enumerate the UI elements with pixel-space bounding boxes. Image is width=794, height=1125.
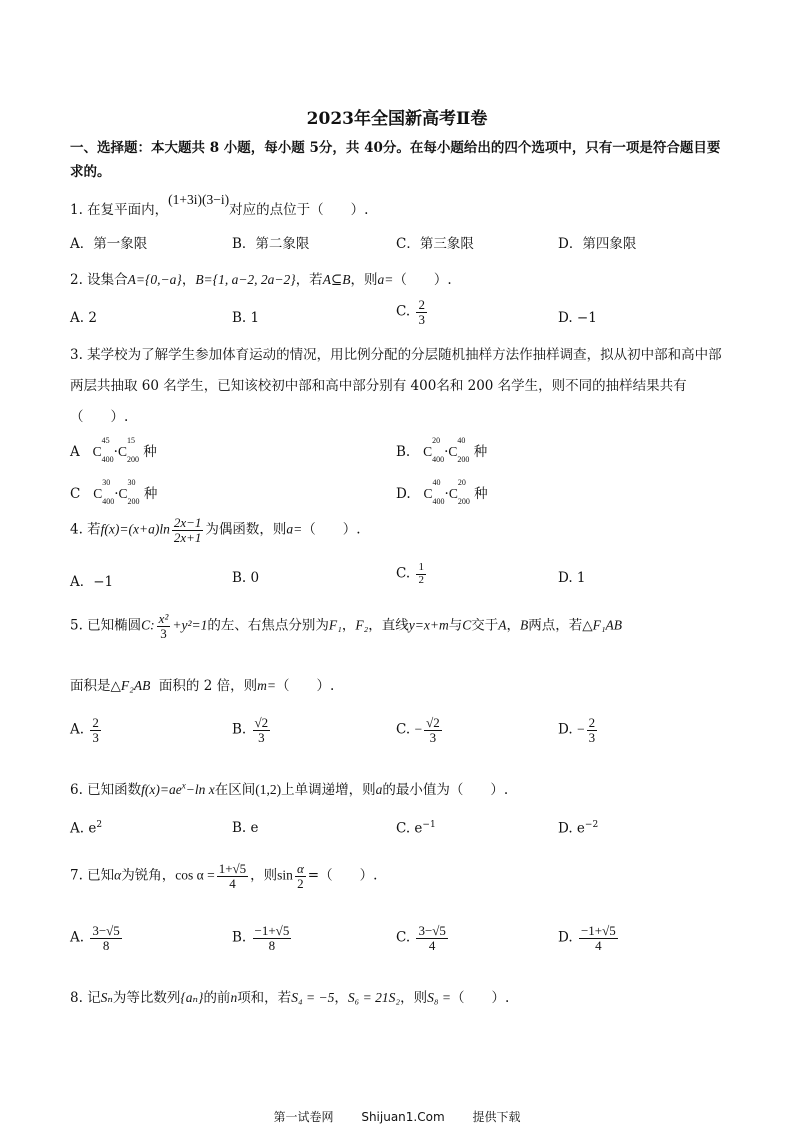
question-7: 7. 已知α为锐角，cos α = $\frac{1+√5}{4}$ ，则sin $\frac{\alpha}{2}$ =（ ）. xyxy=(70,861,378,891)
fraction: $\frac{1+√5}{4}$ xyxy=(218,861,247,891)
q1-option-a[interactable]: A．第一象限 xyxy=(70,236,148,252)
q2-option-b[interactable]: B. 1 xyxy=(232,310,260,326)
q6-option-a[interactable]: A. $e^2$ xyxy=(70,820,103,837)
q5-option-d[interactable]: D. − $\frac{2}{3}$ xyxy=(558,715,596,745)
q7-option-a[interactable]: A. $\frac{3-√5}{8}$ xyxy=(70,923,120,953)
fraction: $\frac{2x-1}{2x+1}$ xyxy=(173,515,202,545)
question-1: 1. 在复平面内，(1+3i)(3−i)对应的点位于（ ）. xyxy=(70,192,369,218)
q2-option-d[interactable]: D. −1 xyxy=(558,310,597,326)
fraction: $\frac{\text{x²}}{3}$ xyxy=(158,611,169,641)
footer-site-url[interactable]: Shijuan1.Com xyxy=(361,1110,445,1124)
q3-option-a[interactable]: A C 45 $_{400}$·C 15 $_{200}$ 种 xyxy=(70,435,157,464)
section-heading: 一、选择题：本大题共 8 小题，每小题 5分，共 40分。在每小题给出的四个选项中，只有一项是符合题目要求的。 xyxy=(70,140,721,180)
question-5-line2: 面积是△F₂AB 面积的 2 倍，则m=（ ）. xyxy=(70,678,335,694)
q3-option-c[interactable]: C C 30 $_{400}$·C 30 $_{200}$ 种 xyxy=(70,477,158,506)
q2-option-a[interactable]: A. 2 xyxy=(70,310,97,326)
q4-option-b[interactable]: B. 0 xyxy=(232,570,260,586)
fraction: $\frac{2}{3}$ xyxy=(418,297,425,327)
question-5: 5. 已知椭圆C: $\frac{\text{x²}}{3}$ +y²=1的左、右焦点分别为F₁，F₂，直线y=x+m与C交于A，B两点，若△F₁AB xyxy=(70,611,623,641)
q6-option-b[interactable]: B. e xyxy=(232,820,259,836)
footer-download-note: 提供下载 xyxy=(472,1110,521,1124)
question-4: 4. 若f(x)=(x+a)ln $\frac{2x-1}{2x+1}$ 为偶函数，则a=（ ）. xyxy=(70,515,361,545)
question-2: 2. 设集合A={0,−a}，B={1, a−2, 2a−2}，若A⊆B，则a=（ ）. xyxy=(70,272,452,288)
question-8: 8. 记Sₙ为等比数列{aₙ}的前n项和，若S₄ = −5，S₆ = 21S₂，则S₈ =（ ）. xyxy=(70,990,510,1006)
q5-option-b[interactable]: B. $\frac{√2}{3}$ xyxy=(232,715,269,745)
q1-option-c[interactable]: C．第三象限 xyxy=(396,236,474,252)
q5-option-c[interactable]: C. − $\frac{√2}{3}$ xyxy=(396,715,440,745)
q3-option-b[interactable]: B. C 20 $_{400}$·C 40 $_{200}$ 种 xyxy=(396,435,488,464)
page-title: 2023年全国新高考Ⅱ卷 xyxy=(306,109,488,129)
q3-option-d[interactable]: D. C 40 $_{400}$·C 20 $_{200}$ 种 xyxy=(396,477,488,506)
fraction: $\frac{\alpha}{2}$ xyxy=(296,861,304,891)
q7-option-b[interactable]: B. $\frac{-1+√5}{8}$ xyxy=(232,923,290,953)
q4-option-c[interactable]: C. $\frac{1}{2}$ xyxy=(396,561,424,586)
page-footer xyxy=(0,1108,794,1125)
footer-site-name: 第一试卷网 xyxy=(273,1110,334,1124)
q1-option-d[interactable]: D．第四象限 xyxy=(558,236,637,252)
q6-option-d[interactable]: D. $e^{-2}$ xyxy=(558,820,599,837)
q1-option-b[interactable]: B．第二象限 xyxy=(232,236,310,252)
question-3: 3. 某学校为了解学生参加体育运动的情况，用比例分配的分层随机抽样方法作抽样调查，拟从初中部和高中部两层共抽取 60 名学生，已知该校初中部和高中部分别有 400名和 200 名学生，则不同的抽样结果共有（ ）. xyxy=(70,347,722,425)
q4-option-d[interactable]: D. 1 xyxy=(558,570,586,586)
q7-option-c[interactable]: C. $\frac{3-√5}{4}$ xyxy=(396,923,446,953)
q2-option-c[interactable]: C. $\frac{2}{3}$ xyxy=(396,297,425,327)
q4-option-a[interactable]: A．−1 xyxy=(70,574,114,590)
fraction: $\frac{1}{2}$ xyxy=(418,561,424,586)
q6-option-c[interactable]: C. $e^{-1}$ xyxy=(396,820,436,837)
question-6: 6. 已知函数$f(x)=ae^x-\ln$ x在区间(1,2)上单调递增，则a的最小值为（ ）. xyxy=(70,780,509,798)
q7-option-d[interactable]: D. $\frac{-1+√5}{4}$ xyxy=(558,923,616,953)
q5-option-a[interactable]: A. $\frac{2}{3}$ xyxy=(70,715,99,745)
